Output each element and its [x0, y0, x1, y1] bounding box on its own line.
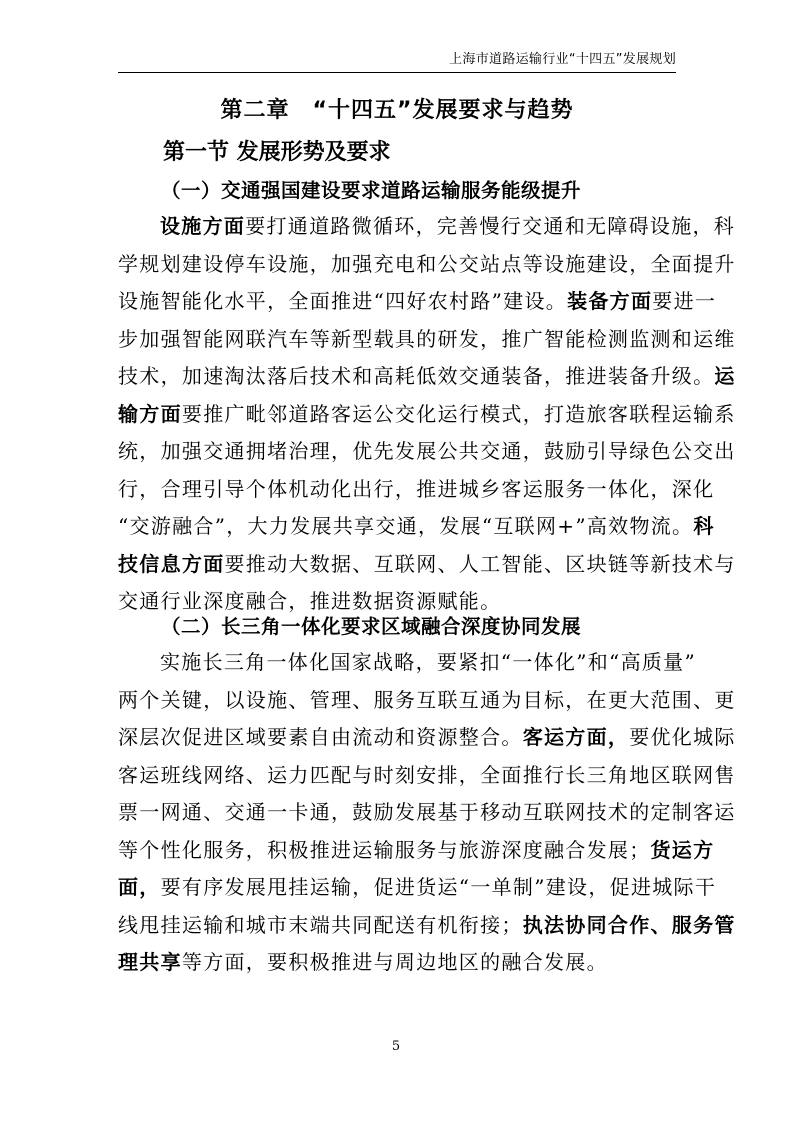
page-number: 5	[391, 1039, 401, 1054]
text-run: 客运班线网络、运力匹配与时刻安排，全面推行长三角地区联网售	[118, 762, 736, 787]
bold-keyword: 输方面	[118, 401, 182, 426]
running-header-title: 上海市道路运输行业“十四五”发展规划	[449, 52, 676, 67]
text-run: 等方面，要积极推进与周边地区的融合发展。	[181, 950, 608, 974]
text-line	[118, 433, 736, 471]
text-run: 步加强智能网联汽车等新型载具的研发，推广智能检测监测和运维	[118, 326, 736, 351]
text-run: 要优化城际	[629, 725, 736, 749]
text-line	[118, 644, 696, 682]
text-line	[118, 907, 736, 945]
text-line	[118, 719, 736, 757]
bold-keyword: 客运方面，	[522, 725, 630, 749]
text-line	[118, 321, 736, 359]
text-line	[118, 794, 736, 832]
bold-keyword: 面，	[118, 875, 161, 899]
text-line	[118, 396, 736, 434]
text-run: 学规划建设停车设施，加强充电和公交站点等设施建设，全面提升	[118, 251, 736, 276]
text-run: 交通行业深度融合，推进数据资源赋能。	[118, 589, 502, 613]
text-line	[118, 682, 736, 720]
bold-keyword: 设施方面	[160, 214, 246, 238]
text-run: “交游融合”，大力发展共享交通，发展“互联网+”高效物流。	[118, 514, 694, 538]
text-run: 要进一	[652, 289, 717, 313]
paragraph-transport-power	[118, 208, 736, 621]
bold-keyword: 科	[693, 514, 715, 538]
text-line	[118, 757, 736, 795]
running-header	[118, 50, 676, 73]
bold-keyword: 货运方	[650, 837, 715, 862]
text-line	[118, 246, 736, 284]
paragraph-yangtze-delta	[118, 644, 736, 982]
text-line	[118, 944, 674, 982]
text-run: 要打通道路微循环，完善慢行交通和无障碍设施，科	[245, 214, 736, 238]
text-line	[118, 508, 715, 546]
bold-keyword: 装备方面	[567, 289, 653, 313]
text-line	[118, 832, 715, 870]
text-line	[118, 546, 736, 584]
section-title: 第一节 发展形势及要求	[163, 140, 391, 165]
text-run: 票一网通、交通一卡通，鼓励发展基于移动互联网技术的定制客运	[118, 800, 736, 824]
bold-keyword: 技信息方面	[118, 551, 225, 576]
chapter-title: 第二章 “十四五”发展要求与趋势	[220, 98, 574, 123]
text-line	[118, 869, 717, 907]
text-run: 统，加强交通拥堵治理，优先发展公共交通，鼓励引导绿色公交出	[118, 439, 736, 463]
text-run: 技术，加速淘汰落后技术和高耗低效交通装备，推进装备升级。	[118, 364, 715, 388]
text-run: 实施长三角一体化国家战略，要紧扣“一体化”和“高质量”	[160, 650, 696, 674]
bold-keyword: 运	[714, 364, 736, 388]
subsection-title-1: （一）交通强国建设要求道路运输服务能级提升	[161, 179, 582, 202]
text-run: 深层次促进区域要素自由流动和资源整合。	[118, 725, 523, 749]
text-run: 要推动大数据、互联网、人工智能、区块链等新技术与	[224, 551, 736, 576]
text-run: 设施智能化水平，全面推进“四好农村路”建设。	[118, 289, 568, 313]
text-run: 行，合理引导个体机动化出行，推进城乡客运服务一体化，深化	[118, 476, 715, 501]
text-run: 两个关键，以设施、管理、服务互联互通为目标，在更大范围、更	[118, 687, 736, 712]
text-run: 线甩挂运输和城市末端共同配送有机衔接；	[118, 912, 523, 937]
bold-keyword: 理共享	[118, 950, 182, 974]
text-line	[118, 358, 736, 396]
text-line	[118, 208, 736, 246]
text-line	[118, 283, 717, 321]
subsection-title-2: （二）长三角一体化要求区域融合深度协同发展	[161, 615, 582, 638]
text-run: 要推广毗邻道路客运公交化运行模式，打造旅客联程运输系	[181, 401, 736, 426]
bold-keyword: 执法协同合作、服务管	[522, 912, 736, 937]
text-run: 要有序发展甩挂运输，促进货运“一单制”建设，促进城际干	[160, 875, 717, 899]
text-run: 等个性化服务，积极推进运输服务与旅游深度融合发展；	[118, 837, 651, 862]
text-line	[118, 471, 715, 509]
